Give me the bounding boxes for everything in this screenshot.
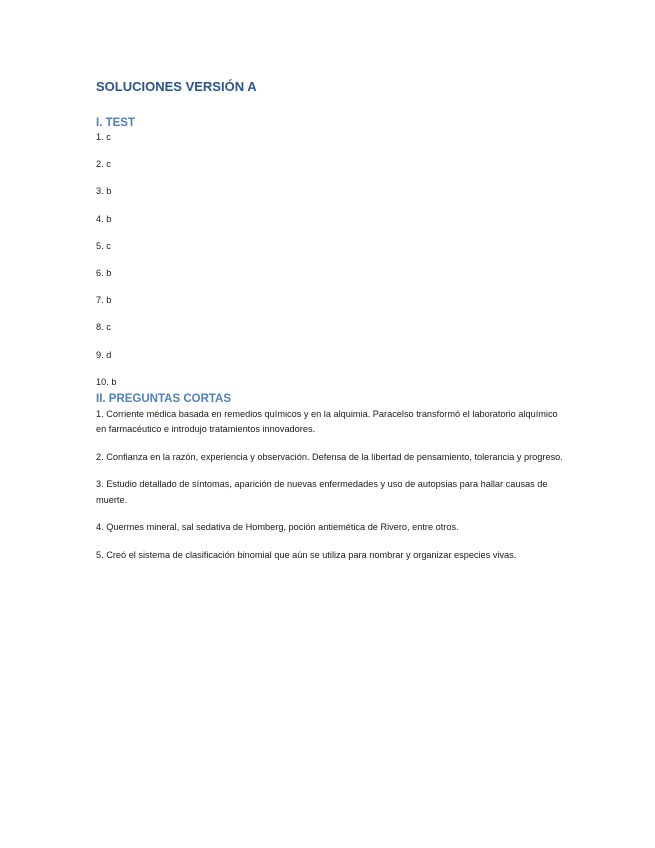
short-answer-number: 2. [96, 451, 104, 462]
test-answer-item [96, 376, 566, 392]
test-answer-value: d [106, 349, 112, 360]
short-answer-item [96, 548, 566, 564]
test-answer-value: b [111, 376, 117, 387]
test-answer-item [96, 158, 566, 185]
test-answer-number: 10. [96, 376, 109, 387]
test-answer-list [96, 131, 566, 392]
document-title: SOLUCIONES VERSIÓN A [96, 79, 257, 94]
short-questions-section [96, 392, 566, 564]
short-answer-text: Estudio detallado de síntomas, aparición de nuevas enfermedades y uso de autopsias para hallar causas de muerte. [96, 479, 548, 505]
test-answer-item [96, 213, 566, 240]
test-answer-item [96, 240, 566, 267]
test-section-heading: I. TEST [96, 117, 135, 129]
short-answer-number: 5. [96, 549, 104, 560]
test-answer-item [96, 185, 566, 212]
short-answer-text: Creó el sistema de clasificación binomial que aún se utiliza para nombrar y organizar especies vivas. [106, 549, 517, 560]
test-answer-value: c [106, 322, 111, 333]
test-answer-number: 7. [96, 295, 104, 306]
short-answer-item [96, 477, 566, 508]
test-answer-item [96, 294, 566, 321]
short-answer-text: Corriente médica basada en remedios químicos y en la alquimia. Paracelso transformó el laboratorio alquímico en farmacéutico e introdujo tratamientos innovadores. [96, 408, 558, 435]
test-answer-value: c [106, 240, 111, 251]
test-answer-item [96, 267, 566, 294]
test-answer-number: 8. [96, 322, 104, 333]
test-answer-number: 2. [96, 159, 104, 170]
short-answer-text: Quermes mineral, sal sedativa de Homberg, poción antiemética de Rivero, entre otros. [106, 522, 459, 533]
test-answer-item [96, 131, 566, 158]
test-answer-item [96, 349, 566, 376]
short-answer-item [96, 520, 566, 536]
short-answer-list [96, 407, 566, 564]
short-answer-number: 3. [96, 479, 104, 490]
test-answer-number: 9. [96, 349, 104, 360]
short-answer-item [96, 407, 566, 438]
document-content [96, 78, 566, 575]
short-questions-heading: II. PREGUNTAS CORTAS [96, 392, 232, 405]
test-answer-value: b [106, 213, 112, 224]
short-answer-item [96, 450, 566, 466]
test-answer-number: 6. [96, 267, 104, 278]
test-answer-value: c [106, 132, 111, 142]
test-answer-value: c [106, 159, 111, 170]
test-answer-value: b [106, 295, 112, 306]
test-answer-number: 1. [96, 132, 104, 142]
test-answer-value: b [106, 186, 112, 197]
test-answer-number: 5. [96, 240, 104, 251]
short-answer-number: 1. [96, 408, 104, 419]
test-answer-number: 3. [96, 186, 104, 197]
short-answer-number: 4. [96, 522, 104, 533]
short-answer-text: Confianza en la razón, experiencia y observación. Defensa de la libertad de pensamiento, tolerancia y progreso. [106, 451, 563, 462]
test-answer-number: 4. [96, 213, 104, 224]
test-answer-item [96, 321, 566, 348]
test-answer-value: b [106, 267, 112, 278]
